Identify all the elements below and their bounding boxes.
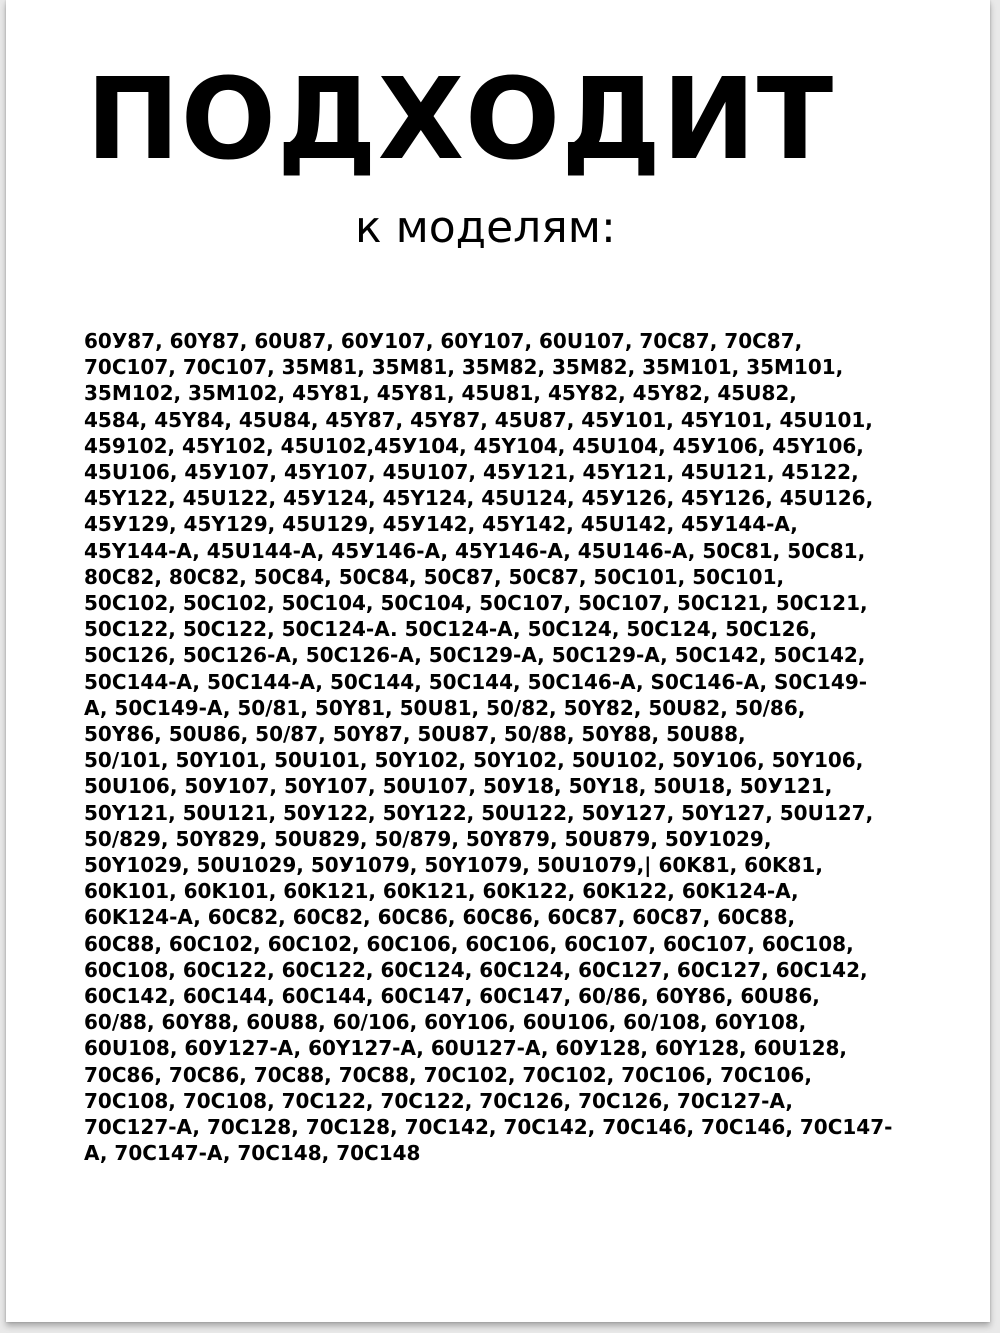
model-list-line: 50U106, 50У107, 50Y107, 50U107, 50У18, 50Y18, 50U18, 50У121, (84, 774, 833, 799)
model-list-line: A, 70C147-A, 70C148, 70C148 (84, 1141, 421, 1166)
model-list-line: 70C86, 70C86, 70C88, 70C88, 70C102, 70C102, 70C106, 70C106, (84, 1062, 812, 1087)
model-list-line: 50C126, 50C126-A, 50C126-A, 50C129-A, 50C129-A, 50C142, 50C142, (84, 643, 866, 668)
model-list-line: 60K124-A, 60C82, 60C82, 60C86, 60C86, 60C87, 60C87, 60C88, (84, 905, 796, 930)
model-list-line: 50/829, 50Y829, 50U829, 50/879, 50Y879, 50U879, 50У1029, (84, 826, 772, 851)
model-list-line: 50C144-A, 50C144-A, 50C144, 50C144, 50C146-A, S0C146-A, S0C149- (84, 669, 868, 694)
model-list-line: 4584, 45Y84, 45U84, 45Y87, 45Y87, 45U87, 45У101, 45Y101, 45U101, (84, 407, 873, 432)
document-sheet (6, 0, 990, 1322)
model-list-line: 70C107, 70C107, 35M81, 35M81, 35M82, 35M82, 35M101, 35M101, (84, 355, 844, 380)
model-list-line: 50C122, 50C122, 50C124-A. 50C124-A, 50C124, 50C124, 50C126, (84, 617, 818, 642)
model-list-line: 45U106, 45У107, 45Y107, 45U107, 45У121, 45Y121, 45U121, 45122, (84, 460, 859, 485)
model-list-line: 60U108, 60У127-A, 60Y127-A, 60U127-A, 60У128, 60Y128, 60U128, (84, 1036, 847, 1061)
model-list-line: 50Y121, 50U121, 50У122, 50Y122, 50U122, 50У127, 50Y127, 50U127, (84, 800, 874, 825)
model-list-line: 60/88, 60Y88, 60U88, 60/106, 60Y106, 60U106, 60/108, 60Y108, (84, 1010, 807, 1035)
model-list-line: 45У129, 45Y129, 45U129, 45У142, 45Y142, 45U142, 45У144-A, (84, 512, 798, 537)
model-list-line: 60У87, 60Y87, 60U87, 60У107, 60Y107, 60U107, 70C87, 70C87, (84, 329, 803, 353)
model-list-line: 35M102, 35M102, 45Y81, 45Y81, 45U81, 45Y82, 45Y82, 45U82, (84, 381, 797, 406)
page-subtitle: к моделям: (355, 202, 616, 253)
model-list-line: 70C108, 70C108, 70C122, 70C122, 70C126, 70C126, 70C127-A, (84, 1088, 793, 1113)
model-list-line: 60C142, 60C144, 60C144, 60C147, 60C147, 60/86, 60Y86, 60U86, (84, 984, 820, 1009)
model-list-line: 70C127-A, 70C128, 70C128, 70C142, 70C142, 70C146, 70C146, 70C147- (84, 1115, 893, 1140)
model-list-line: 50Y1029, 50U1029, 50У1079, 50Y1079, 50U1079,| 60K81, 60K81, (84, 853, 823, 878)
model-list-line: 50/101, 50Y101, 50U101, 50Y102, 50Y102, 50U102, 50У106, 50Y106, (84, 748, 864, 773)
compatible-models-list (84, 328, 934, 1167)
model-list-line: 80C82, 80C82, 50C84, 50C84, 50C87, 50C87, 50C101, 50C101, (84, 564, 785, 589)
model-list-line: 50Y86, 50U86, 50/87, 50Y87, 50U87, 50/88, 50Y88, 50U88, (84, 722, 746, 747)
model-list-line: 45Y122, 45U122, 45У124, 45Y124, 45U124, 45У126, 45Y126, 45U126, (84, 486, 874, 511)
model-list-line: 60C108, 60C122, 60C122, 60C124, 60C124, 60C127, 60C127, 60C142, (84, 957, 868, 982)
model-list-line: 60K101, 60K101, 60K121, 60K121, 60K122, 60K122, 60K124-A, (84, 879, 799, 904)
model-list-line: 60C88, 60C102, 60C102, 60C106, 60C106, 60C107, 60C107, 60C108, (84, 931, 854, 956)
model-list-line: 459102, 45Y102, 45U102,45У104, 45Y104, 45U104, 45У106, 45Y106, (84, 433, 864, 458)
model-list-line: 45Y144-A, 45U144-A, 45У146-A, 45Y146-A, 45U146-A, 50C81, 50C81, (84, 538, 866, 563)
model-list-line: 50C102, 50C102, 50C104, 50C104, 50C107, 50C107, 50C121, 50C121, (84, 591, 868, 616)
page-title: ПОДХОДИТ (86, 55, 835, 185)
model-list-line: A, 50C149-A, 50/81, 50Y81, 50U81, 50/82, 50Y82, 50U82, 50/86, (84, 695, 806, 720)
